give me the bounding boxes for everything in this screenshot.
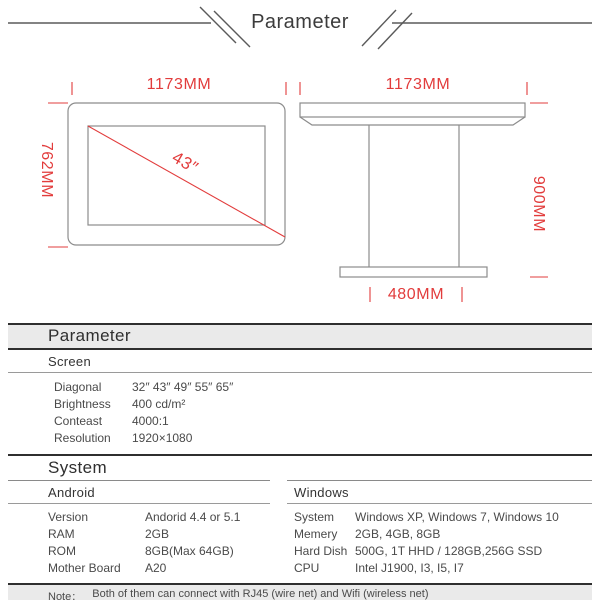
side-view-dimension-marks — [300, 82, 548, 302]
row-value: 8GB(Max 64GB) — [145, 544, 234, 558]
row-value: Windows XP, Windows 7, Windows 10 — [355, 510, 559, 524]
table-row — [54, 413, 592, 430]
table-row — [48, 509, 270, 526]
row-value: 2GB — [145, 527, 170, 541]
system-columns — [8, 480, 592, 583]
row-value: 4000:1 — [132, 414, 169, 428]
drawings-linework — [0, 60, 600, 315]
row-value: 2GB, 4GB, 8GB — [355, 527, 441, 541]
row-label: Hard Dish — [294, 544, 348, 558]
windows-rows — [287, 504, 592, 583]
base-width-dimension: 480MM — [387, 286, 445, 303]
row-label: ROM — [48, 544, 76, 558]
row-value: 500G, 1T HHD / 128GB,256G SSD — [355, 544, 543, 558]
front-view-bezel — [68, 103, 285, 245]
front-view-outline — [68, 103, 285, 245]
front-diagonal-dimension: 43″ — [168, 147, 202, 178]
row-label: System — [294, 510, 335, 524]
row-label: CPU — [294, 561, 320, 575]
table-row — [294, 543, 592, 560]
table-row — [294, 526, 592, 543]
table-row — [48, 526, 270, 543]
row-value: 32″ 43″ 49″ 55″ 65″ — [132, 380, 234, 394]
table-row — [54, 430, 592, 447]
row-label: Diagonal — [54, 380, 102, 394]
side-view-base — [340, 267, 487, 277]
side-view-outline — [300, 103, 525, 277]
note-bar — [8, 583, 592, 600]
parameter-section-header: Parameter — [8, 323, 592, 350]
side-view-tabletop-bevel — [300, 117, 525, 125]
technical-drawings — [0, 60, 600, 315]
row-label: Version — [48, 510, 89, 524]
front-height-dimension: 762MM — [38, 141, 55, 199]
system-section-header: System — [8, 454, 592, 480]
row-value: 400 cd/m² — [132, 397, 186, 411]
row-label: Brightness — [54, 397, 111, 411]
windows-subheader: Windows — [287, 481, 592, 504]
table-row — [48, 543, 270, 560]
page-title: Parameter — [251, 11, 349, 33]
row-label: Resolution — [54, 431, 111, 445]
screen-subheader: Screen — [8, 350, 592, 373]
note-label: Note： — [48, 591, 83, 600]
table-row — [294, 560, 592, 577]
side-width-dimension: 1173MM — [385, 76, 451, 93]
page-header — [0, 0, 600, 55]
screen-rows — [8, 373, 592, 454]
row-value: Andorid 4.4 or 5.1 — [145, 510, 241, 524]
front-view-diagonal-line — [88, 126, 285, 237]
side-view-tabletop — [300, 103, 525, 117]
row-label: Memery — [294, 527, 338, 541]
row-label: RAM — [48, 527, 75, 541]
table-row — [54, 379, 592, 396]
front-width-dimension: 1173MM — [146, 76, 212, 93]
table-row — [54, 396, 592, 413]
table-row — [294, 509, 592, 526]
row-label: Mother Board — [48, 561, 121, 575]
spec-table — [8, 323, 592, 600]
windows-column — [287, 480, 592, 583]
android-subheader: Android — [8, 481, 270, 504]
header-slash-2 — [378, 13, 412, 49]
table-row — [48, 560, 270, 577]
side-height-dimension: 900MM — [530, 175, 547, 233]
android-column — [8, 480, 270, 583]
row-label: Conteast — [54, 414, 103, 428]
row-value: A20 — [145, 561, 167, 575]
row-value: Intel J1900, I3, I5, I7 — [355, 561, 464, 575]
android-rows — [8, 504, 270, 583]
note-text: Both of them can connect with RJ45 (wire net) and Wifi (wireless net) — [92, 588, 429, 600]
row-value: 1920×1080 — [132, 431, 193, 445]
